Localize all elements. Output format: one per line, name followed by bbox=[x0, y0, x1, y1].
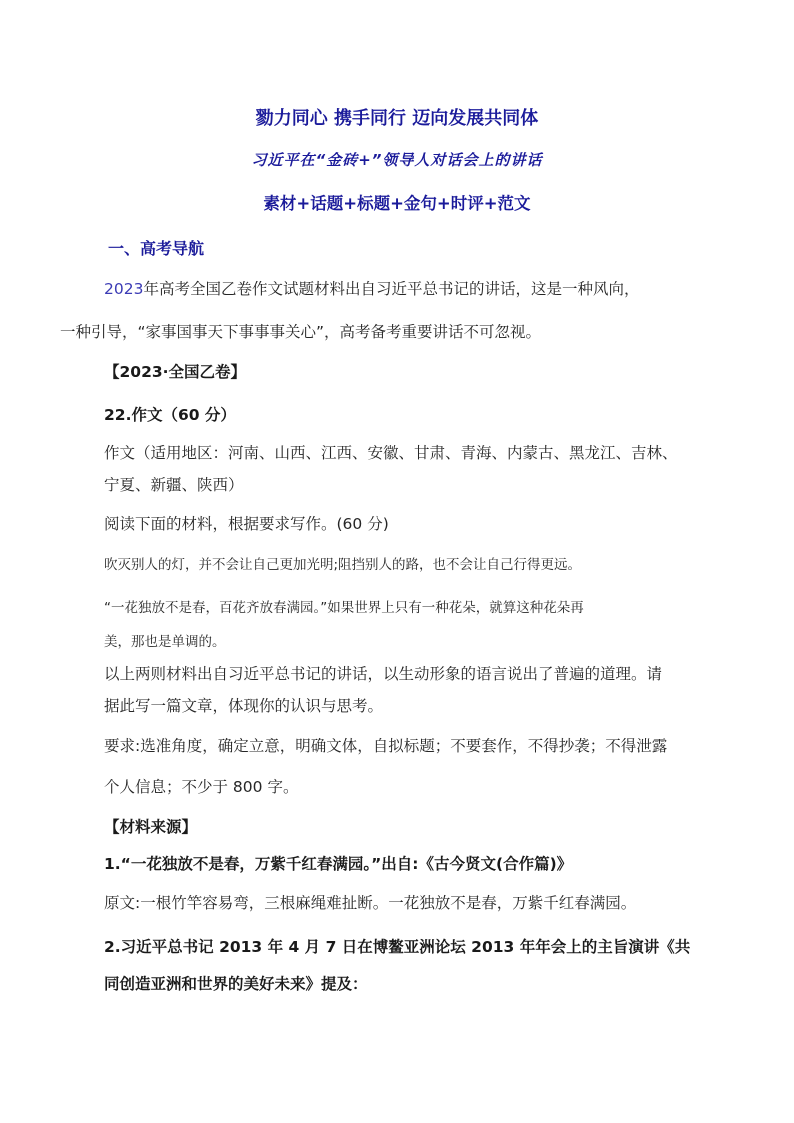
paragraph-line-1: 以上两则材料出自习近平总书记的讲话，以生动形象的语言说出了普遍的道理。请 bbox=[104, 665, 663, 683]
intro-text-1: 年高考全国乙卷作文试题材料出自习近平总书记的讲话，这是一种风向， bbox=[143, 280, 640, 298]
document-title: 勠力同心 携手同行 迈向发展共同体 bbox=[255, 108, 539, 129]
paragraph-line-2: 据此写一篇文章，体现你的认识与思考。 bbox=[104, 697, 384, 715]
exam-tag: 【2023·全国乙卷】 bbox=[104, 363, 247, 381]
document-tagline: 素材+话题+标题+金句+时评+范文 bbox=[263, 194, 531, 213]
quote-1: 吹灭别人的灯，并不会让自己更加光明;阻挡别人的路，也不会让自己行得更远。 bbox=[104, 557, 582, 573]
source-original: 原文:一根竹竿容易弯，三根麻绳难扯断。一花独放不是春，万紫千红春满园。 bbox=[104, 894, 637, 912]
requirement-line-2: 个人信息；不少于 800 字。 bbox=[104, 778, 299, 796]
section-heading-gaokao: 一、高考导航 bbox=[108, 239, 205, 258]
intro-line-2: 一种引导，“家事国事天下事事事关心”，高考备考重要讲话不可忽视。 bbox=[60, 323, 542, 341]
source-item-2-line-2: 同创造亚洲和世界的美好未来》提及： bbox=[104, 975, 368, 993]
source-tag: 【材料来源】 bbox=[104, 818, 198, 836]
requirement-line-1: 要求:选准角度，确定立意，明确文体，自拟标题；不要套作，不得抄袭；不得泄露 bbox=[104, 737, 668, 755]
quote-2-line-1: “一花独放不是春，百花齐放春满园。”如果世界上只有一种花朵，就算这种花朵再 bbox=[104, 600, 584, 616]
intro-line-1 bbox=[104, 277, 639, 299]
intro-year: 2023 bbox=[104, 280, 144, 298]
quote-2-line-2: 美，那也是单调的。 bbox=[104, 634, 226, 650]
instruction-text: 阅读下面的材料，根据要求写作。(60 分) bbox=[104, 515, 389, 533]
document-subtitle: 习近平在“金砖+”领导人对话会上的讲话 bbox=[251, 151, 543, 169]
question-number: 22.作文（60 分） bbox=[104, 406, 236, 424]
source-item-1: 1.“一花独放不是春，万紫千红春满园。”出自:《古今贤文(合作篇)》 bbox=[104, 855, 573, 873]
source-item-2-line-1: 2.习近平总书记 2013 年 4 月 7 日在博鳌亚洲论坛 2013 年年会上的主旨演讲《共 bbox=[104, 938, 691, 956]
region-line-1: 作文（适用地区：河南、山西、江西、安徽、甘肃、青海、内蒙古、黑龙江、吉林、 bbox=[104, 444, 678, 462]
region-line-2: 宁夏、新疆、陕西） bbox=[104, 476, 244, 494]
